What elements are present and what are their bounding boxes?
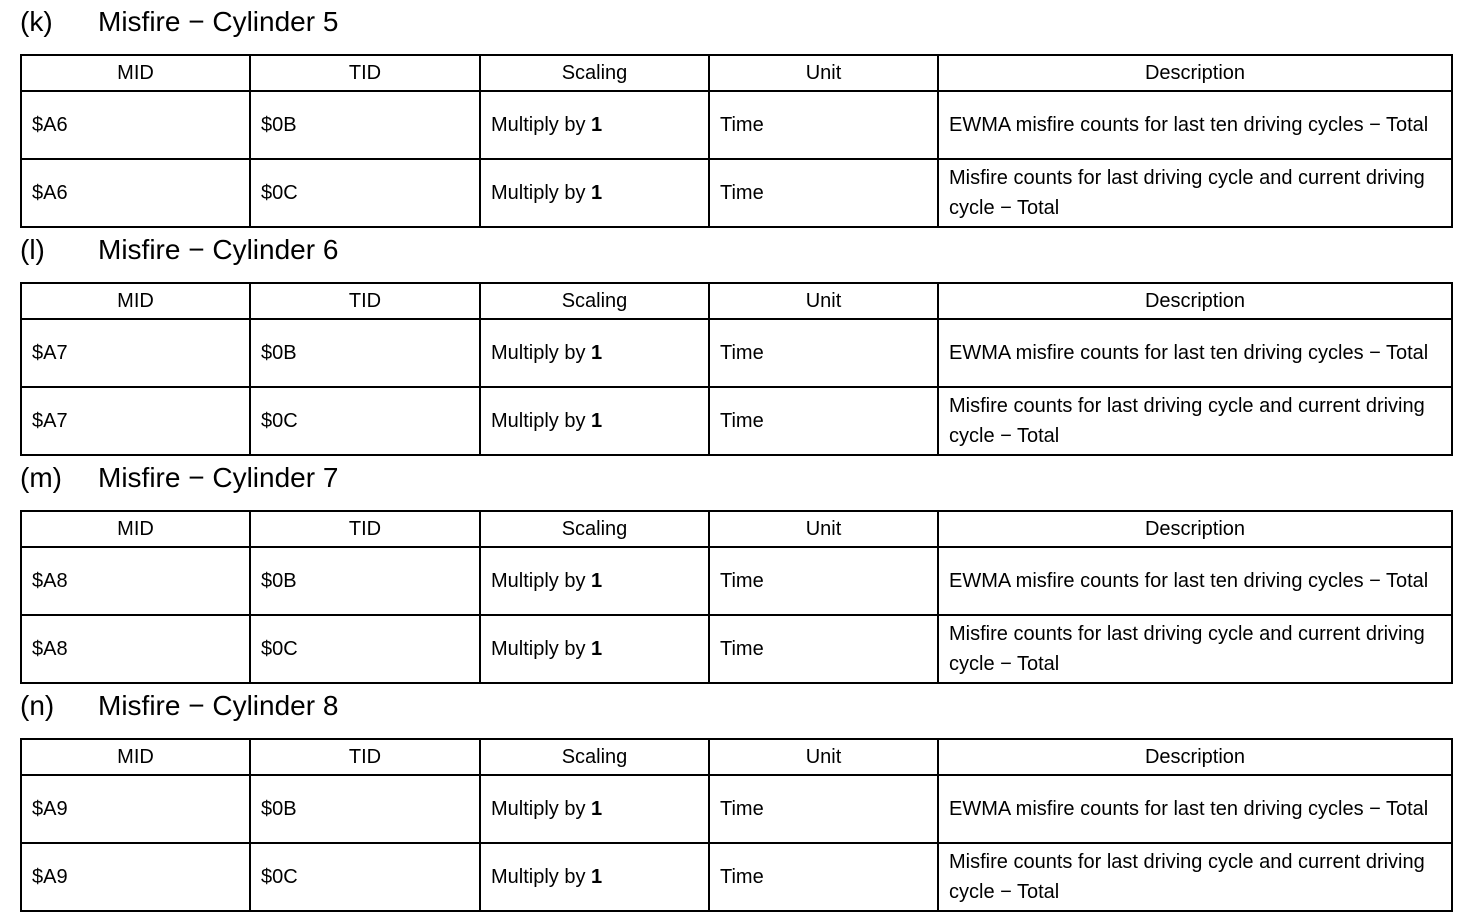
scaling-prefix: Multiply by xyxy=(491,866,586,888)
scaling-value: 1 xyxy=(591,182,603,204)
scaling-prefix: Multiply by xyxy=(491,410,586,432)
cell-scaling xyxy=(480,91,709,159)
test-id-table xyxy=(20,510,1453,684)
header-tid: TID xyxy=(250,739,480,775)
cell-mid: $A8 xyxy=(21,547,250,615)
header-description: Description xyxy=(938,283,1452,319)
cell-description: EWMA misfire counts for last ten driving cycles − Total xyxy=(938,547,1452,615)
table-row xyxy=(21,843,1452,911)
table-row xyxy=(21,615,1452,683)
cell-scaling xyxy=(480,547,709,615)
cell-description: EWMA misfire counts for last ten driving cycles − Total xyxy=(938,319,1452,387)
cell-description: Misfire counts for last driving cycle and current driving cycle − Total xyxy=(938,159,1452,227)
header-mid: MID xyxy=(21,511,250,547)
scaling-prefix: Multiply by xyxy=(491,638,586,660)
cell-scaling xyxy=(480,387,709,455)
scaling-value: 1 xyxy=(591,410,603,432)
header-tid: TID xyxy=(250,55,480,91)
section-cylinder-5 xyxy=(20,8,1451,228)
header-scaling: Scaling xyxy=(480,283,709,319)
cell-mid: $A6 xyxy=(21,159,250,227)
header-scaling: Scaling xyxy=(480,511,709,547)
scaling-value: 1 xyxy=(591,866,603,888)
cell-mid: $A9 xyxy=(21,775,250,843)
header-tid: TID xyxy=(250,511,480,547)
cell-mid: $A7 xyxy=(21,387,250,455)
table-row xyxy=(21,547,1452,615)
header-unit: Unit xyxy=(709,283,938,319)
section-heading xyxy=(20,692,1451,728)
scaling-prefix: Multiply by xyxy=(491,182,586,204)
section-cylinder-7 xyxy=(20,464,1451,684)
section-letter: (n) xyxy=(20,690,55,721)
cell-tid: $0B xyxy=(250,547,480,615)
cell-scaling xyxy=(480,775,709,843)
table-row xyxy=(21,387,1452,455)
section-letter: (k) xyxy=(20,6,53,37)
scaling-value: 1 xyxy=(591,798,603,820)
cell-scaling xyxy=(480,843,709,911)
section-title: Misfire − Cylinder 8 xyxy=(98,690,339,721)
cell-scaling xyxy=(480,319,709,387)
cell-description: EWMA misfire counts for last ten driving cycles − Total xyxy=(938,91,1452,159)
cell-mid: $A9 xyxy=(21,843,250,911)
cell-mid: $A7 xyxy=(21,319,250,387)
test-id-table xyxy=(20,54,1453,228)
table-row xyxy=(21,319,1452,387)
header-mid: MID xyxy=(21,55,250,91)
section-heading xyxy=(20,464,1451,500)
cell-unit: Time xyxy=(709,159,938,227)
header-description: Description xyxy=(938,55,1452,91)
cell-scaling xyxy=(480,615,709,683)
cell-tid: $0C xyxy=(250,159,480,227)
cell-mid: $A8 xyxy=(21,615,250,683)
scaling-value: 1 xyxy=(591,342,603,364)
cell-tid: $0B xyxy=(250,775,480,843)
cell-description: Misfire counts for last driving cycle and current driving cycle − Total xyxy=(938,615,1452,683)
header-scaling: Scaling xyxy=(480,55,709,91)
section-title: Misfire − Cylinder 6 xyxy=(98,234,339,265)
table-header-row xyxy=(21,511,1452,547)
section-letter: (l) xyxy=(20,234,45,265)
section-heading xyxy=(20,236,1451,272)
cell-unit: Time xyxy=(709,387,938,455)
cell-description: EWMA misfire counts for last ten driving cycles − Total xyxy=(938,775,1452,843)
section-letter: (m) xyxy=(20,462,62,493)
cell-unit: Time xyxy=(709,615,938,683)
table-header-row xyxy=(21,283,1452,319)
cell-scaling xyxy=(480,159,709,227)
header-description: Description xyxy=(938,739,1452,775)
cell-description: Misfire counts for last driving cycle and current driving cycle − Total xyxy=(938,843,1452,911)
header-mid: MID xyxy=(21,739,250,775)
header-unit: Unit xyxy=(709,511,938,547)
scaling-value: 1 xyxy=(591,638,603,660)
header-scaling: Scaling xyxy=(480,739,709,775)
cell-mid: $A6 xyxy=(21,91,250,159)
scaling-prefix: Multiply by xyxy=(491,114,586,136)
cell-unit: Time xyxy=(709,775,938,843)
section-heading xyxy=(20,8,1451,44)
cell-unit: Time xyxy=(709,319,938,387)
cell-tid: $0B xyxy=(250,91,480,159)
table-header-row xyxy=(21,739,1452,775)
cell-unit: Time xyxy=(709,843,938,911)
cell-unit: Time xyxy=(709,547,938,615)
section-title: Misfire − Cylinder 5 xyxy=(98,6,339,37)
cell-unit: Time xyxy=(709,91,938,159)
header-unit: Unit xyxy=(709,55,938,91)
cell-tid: $0C xyxy=(250,387,480,455)
header-description: Description xyxy=(938,511,1452,547)
header-unit: Unit xyxy=(709,739,938,775)
table-header-row xyxy=(21,55,1452,91)
scaling-prefix: Multiply by xyxy=(491,342,586,364)
cell-description: Misfire counts for last driving cycle and current driving cycle − Total xyxy=(938,387,1452,455)
header-mid: MID xyxy=(21,283,250,319)
scaling-prefix: Multiply by xyxy=(491,798,586,820)
scaling-value: 1 xyxy=(591,114,603,136)
cell-tid: $0B xyxy=(250,319,480,387)
section-cylinder-8 xyxy=(20,692,1451,912)
table-row xyxy=(21,91,1452,159)
section-cylinder-6 xyxy=(20,236,1451,456)
scaling-prefix: Multiply by xyxy=(491,570,586,592)
table-row xyxy=(21,159,1452,227)
header-tid: TID xyxy=(250,283,480,319)
test-id-table xyxy=(20,738,1453,912)
cell-tid: $0C xyxy=(250,843,480,911)
section-title: Misfire − Cylinder 7 xyxy=(98,462,339,493)
test-id-table xyxy=(20,282,1453,456)
scaling-value: 1 xyxy=(591,570,603,592)
table-row xyxy=(21,775,1452,843)
cell-tid: $0C xyxy=(250,615,480,683)
